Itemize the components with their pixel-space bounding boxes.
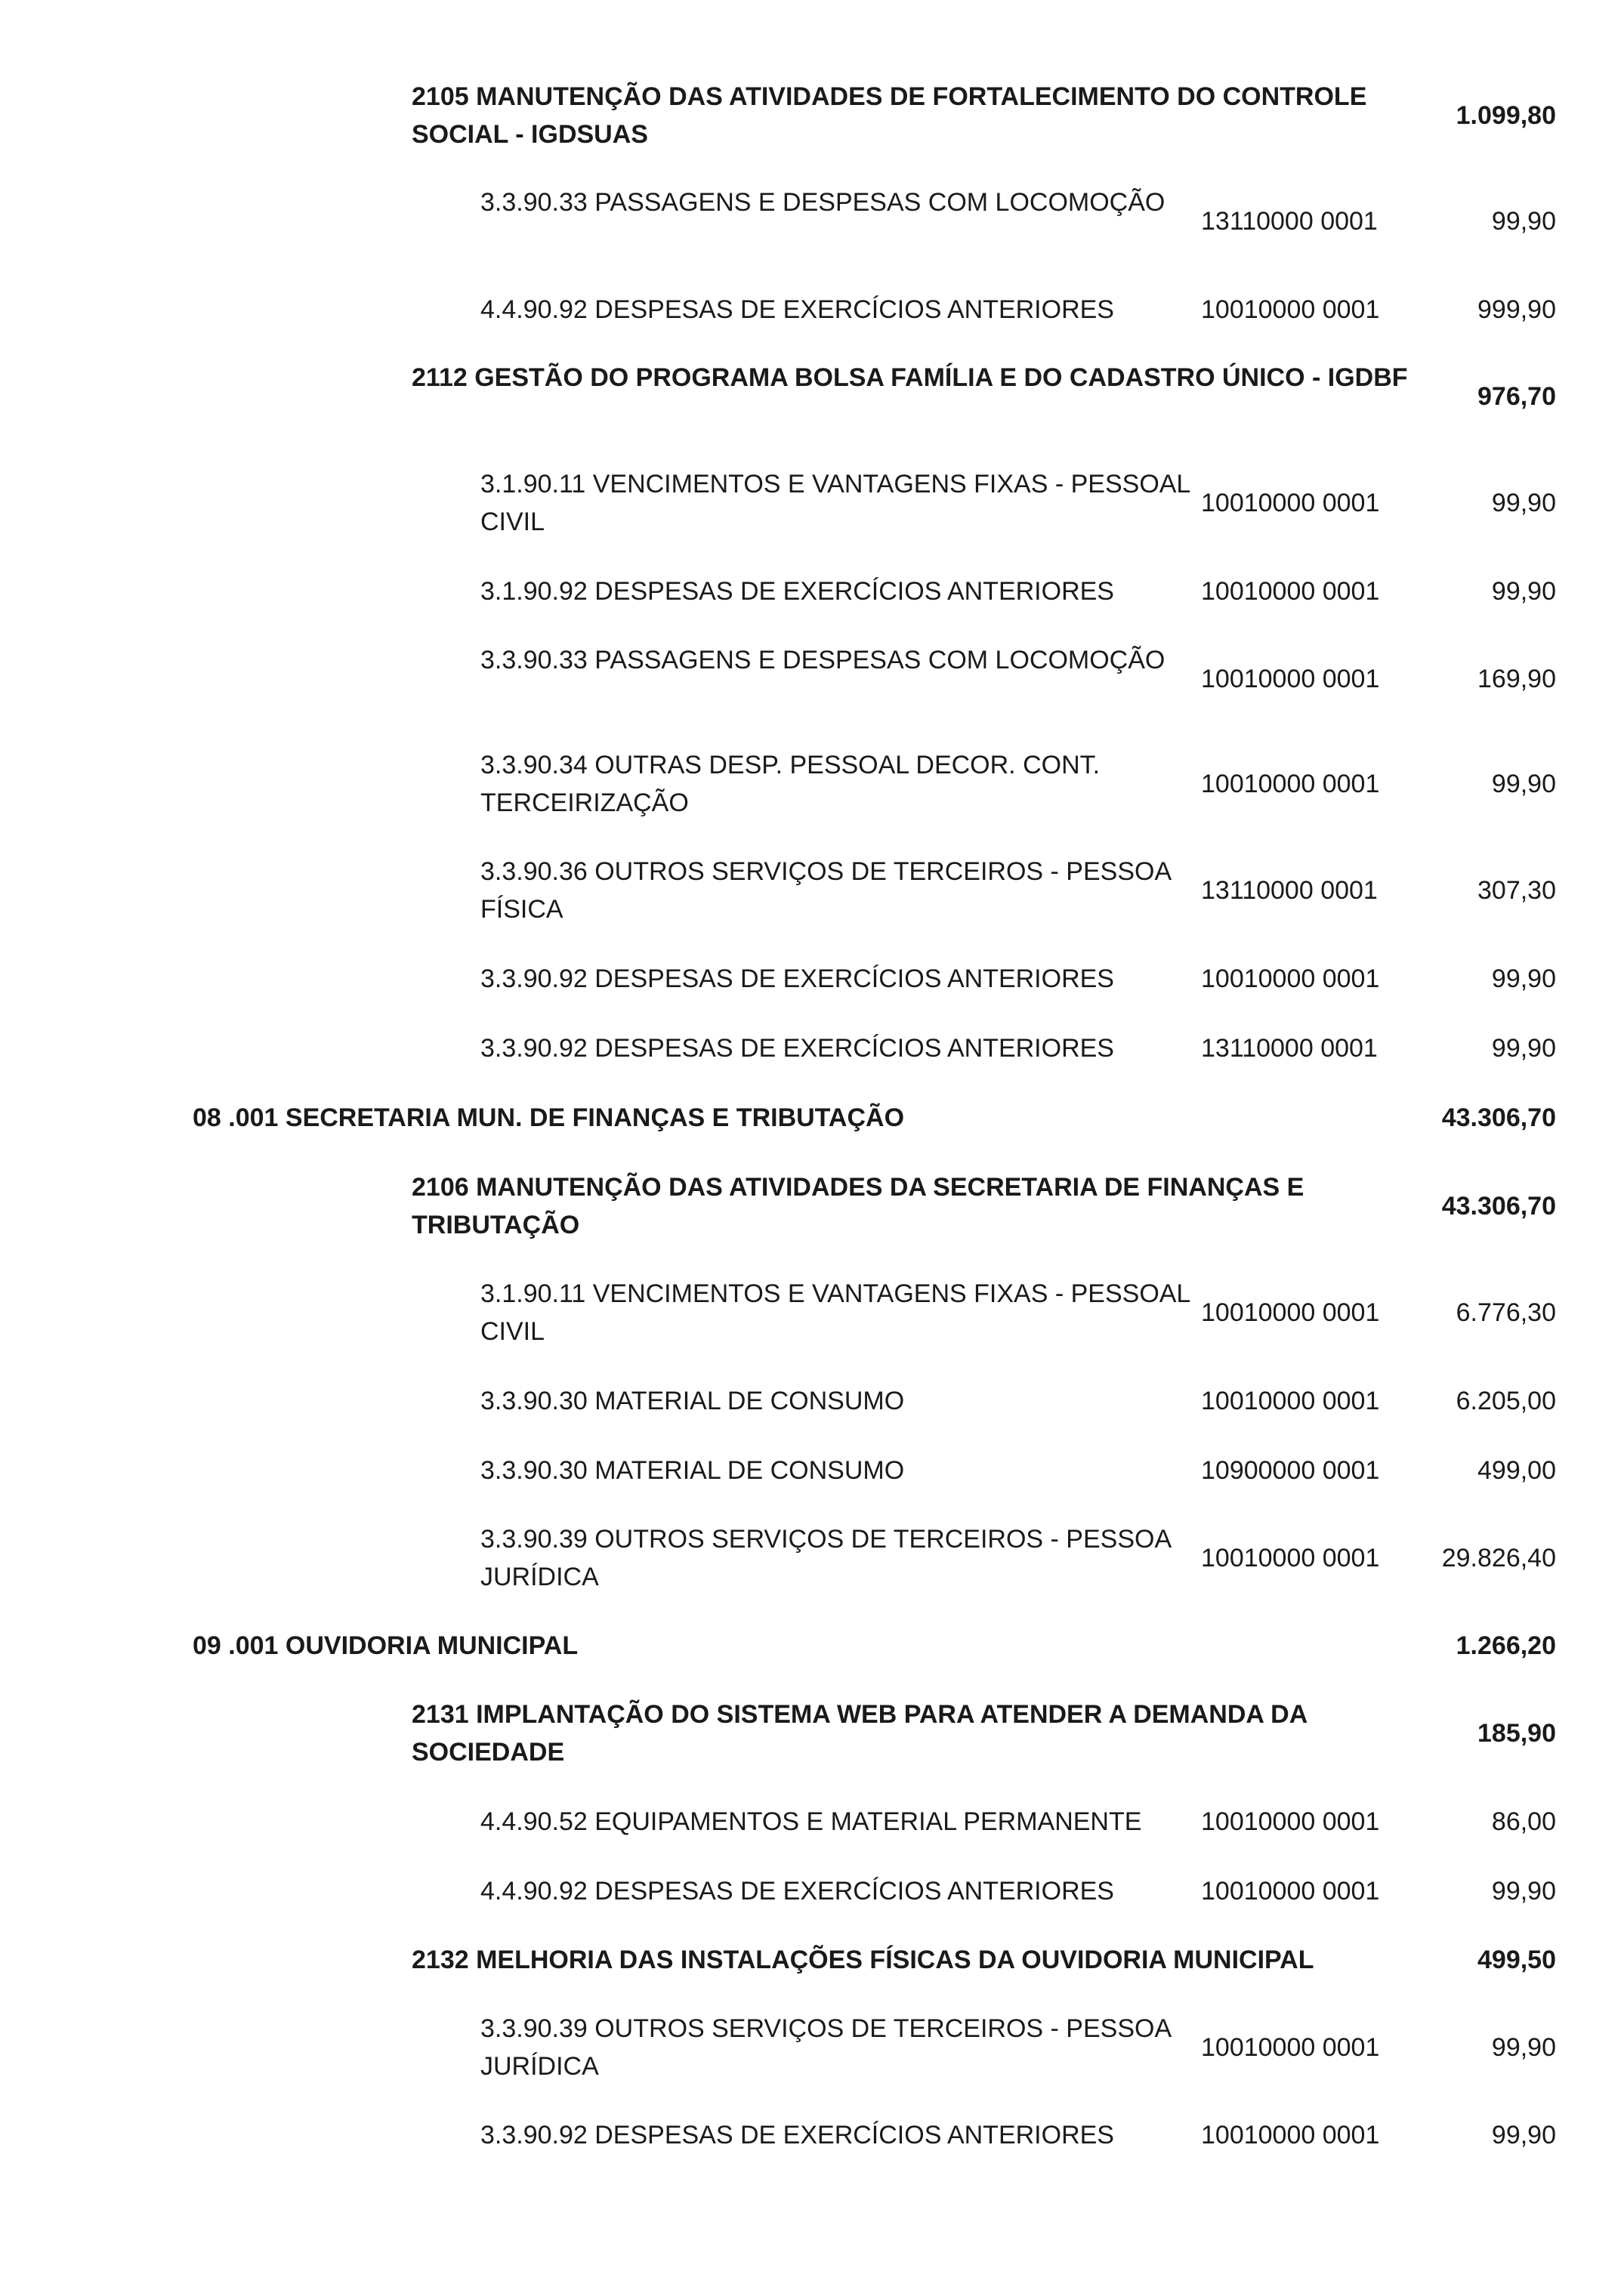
expense-value: 499,00 — [1477, 1456, 1556, 1485]
action-title: 2106 MANUTENÇÃO DAS ATIVIDADES DA SECRETARIA DE FINANÇAS E TRIBUTAÇÃO — [412, 1173, 1304, 1239]
expense-value: 99,90 — [1491, 1034, 1556, 1063]
expense-value: 29.826,40 — [1441, 1544, 1556, 1572]
action-total: 1.099,80 — [1456, 101, 1556, 130]
action-title: 2131 IMPLANTAÇÃO DO SISTEMA WEB PARA ATENDER A DEMANDA DA SOCIEDADE — [412, 1700, 1308, 1767]
resource-source: 10010000 0001 — [1201, 1807, 1380, 1836]
action-total: 499,50 — [1477, 1946, 1556, 1974]
expense-value: 99,90 — [1491, 207, 1556, 236]
department-title: 09 .001 OUVIDORIA MUNICIPAL — [193, 1631, 579, 1660]
expense-value: 6.776,30 — [1456, 1298, 1556, 1327]
resource-source: 10010000 0001 — [1201, 489, 1380, 517]
expense-value: 99,90 — [1491, 489, 1556, 517]
resource-source: 10010000 0001 — [1201, 1544, 1380, 1572]
resource-source: 10010000 0001 — [1201, 295, 1380, 324]
expense-description: 3.3.90.92 DESPESAS DE EXERCÍCIOS ANTERIORES — [480, 1034, 1114, 1063]
expense-value: 99,90 — [1491, 964, 1556, 993]
expense-value: 99,90 — [1491, 770, 1556, 798]
expense-description: 3.3.90.39 OUTROS SERVIÇOS DE TERCEIROS - PESSOA JURÍDICA — [480, 1525, 1171, 1591]
expense-value: 6.205,00 — [1456, 1387, 1556, 1415]
resource-source: 10900000 0001 — [1201, 1456, 1380, 1485]
action-total: 976,70 — [1477, 382, 1556, 411]
expense-description: 4.4.90.52 EQUIPAMENTOS E MATERIAL PERMANENTE — [480, 1807, 1142, 1836]
expense-value: 999,90 — [1477, 295, 1556, 324]
expense-description: 3.3.90.92 DESPESAS DE EXERCÍCIOS ANTERIORES — [480, 2121, 1114, 2149]
expense-description: 3.1.90.11 VENCIMENTOS E VANTAGENS FIXAS - PESSOAL CIVIL — [480, 470, 1190, 536]
expense-description: 3.3.90.33 PASSAGENS E DESPESAS COM LOCOMOÇÃO — [480, 646, 1166, 674]
action-total: 43.306,70 — [1441, 1192, 1556, 1221]
expense-description: 3.1.90.11 VENCIMENTOS E VANTAGENS FIXAS - PESSOAL CIVIL — [480, 1279, 1190, 1346]
resource-source: 10010000 0001 — [1201, 1387, 1380, 1415]
resource-source: 10010000 0001 — [1201, 1877, 1380, 1906]
expense-description: 3.3.90.34 OUTRAS DESP. PESSOAL DECOR. CONT. TERCEIRIZAÇÃO — [480, 751, 1101, 817]
expense-description: 4.4.90.92 DESPESAS DE EXERCÍCIOS ANTERIORES — [480, 295, 1114, 324]
department-total: 43.306,70 — [1441, 1103, 1556, 1132]
action-title: 2105 MANUTENÇÃO DAS ATIVIDADES DE FORTALECIMENTO DO CONTROLE SOCIAL - IGDSUAS — [412, 82, 1367, 149]
expense-value: 169,90 — [1477, 665, 1556, 693]
resource-source: 10010000 0001 — [1201, 964, 1380, 993]
expense-value: 99,90 — [1491, 2033, 1556, 2062]
expense-description: 3.3.90.36 OUTROS SERVIÇOS DE TERCEIROS - PESSOA FÍSICA — [480, 857, 1171, 924]
department-title: 08 .001 SECRETARIA MUN. DE FINANÇAS E TRIBUTAÇÃO — [193, 1103, 905, 1132]
resource-source: 10010000 0001 — [1201, 665, 1380, 693]
expense-value: 99,90 — [1491, 1877, 1556, 1906]
expense-value: 307,30 — [1477, 876, 1556, 905]
resource-source: 13110000 0001 — [1201, 207, 1378, 236]
expense-description: 3.3.90.39 OUTROS SERVIÇOS DE TERCEIROS - PESSOA JURÍDICA — [480, 2014, 1171, 2081]
expense-description: 4.4.90.92 DESPESAS DE EXERCÍCIOS ANTERIORES — [480, 1877, 1114, 1906]
expense-description: 3.1.90.92 DESPESAS DE EXERCÍCIOS ANTERIORES — [480, 577, 1114, 606]
expense-value: 99,90 — [1491, 577, 1556, 606]
action-total: 185,90 — [1477, 1719, 1556, 1748]
resource-source: 13110000 0001 — [1201, 876, 1378, 905]
resource-source: 13110000 0001 — [1201, 1034, 1378, 1063]
expense-description: 3.3.90.30 MATERIAL DE CONSUMO — [480, 1456, 905, 1485]
resource-source: 10010000 0001 — [1201, 2033, 1380, 2062]
resource-source: 10010000 0001 — [1201, 1298, 1380, 1327]
expense-description: 3.3.90.92 DESPESAS DE EXERCÍCIOS ANTERIORES — [480, 964, 1114, 993]
expense-value: 99,90 — [1491, 2121, 1556, 2149]
resource-source: 10010000 0001 — [1201, 577, 1380, 606]
resource-source: 10010000 0001 — [1201, 2121, 1380, 2149]
action-title: 2132 MELHORIA DAS INSTALAÇÕES FÍSICAS DA OUVIDORIA MUNICIPAL — [412, 1946, 1314, 1974]
action-title: 2112 GESTÃO DO PROGRAMA BOLSA FAMÍLIA E DO CADASTRO ÚNICO - IGDBF — [412, 363, 1408, 392]
expense-description: 3.3.90.33 PASSAGENS E DESPESAS COM LOCOMOÇÃO — [480, 188, 1166, 217]
expense-value: 86,00 — [1491, 1807, 1556, 1836]
expense-description: 3.3.90.30 MATERIAL DE CONSUMO — [480, 1387, 905, 1415]
resource-source: 10010000 0001 — [1201, 770, 1380, 798]
department-total: 1.266,20 — [1456, 1631, 1556, 1660]
